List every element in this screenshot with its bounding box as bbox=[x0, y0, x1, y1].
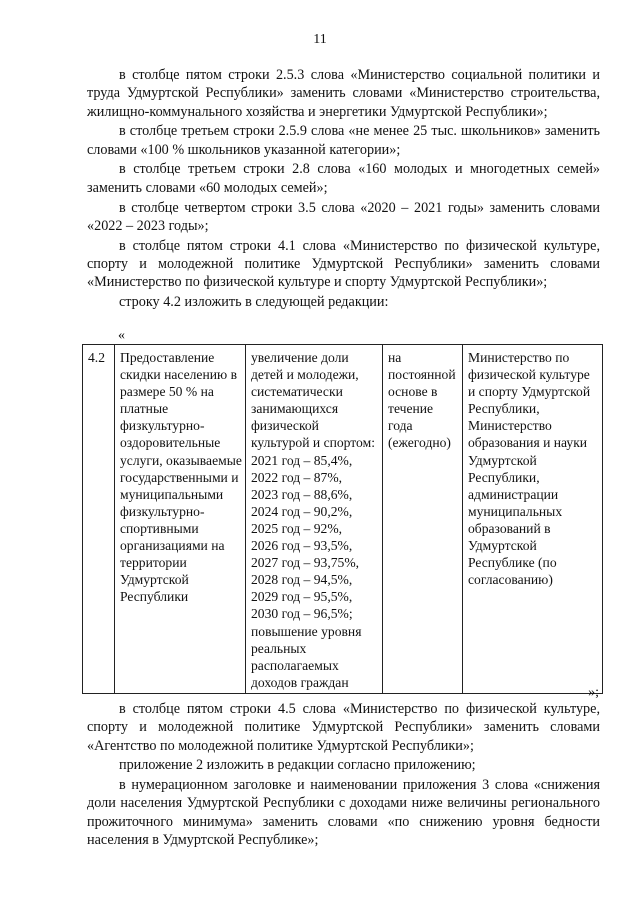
amendment-paragraph: строку 4.2 изложить в следующей редакции: bbox=[119, 294, 389, 311]
service-description: Предоставление скидки населению в размере 50 % на платные физкультурно-оздоровительные услуги, оказываемые государственными и муниципальными физкультурно-спортивными организациями на территории Удмуртской Республики bbox=[120, 350, 242, 605]
indicator-year: 2022 год – 87%, bbox=[251, 469, 343, 485]
indicator-year: 2030 год – 96,5%; bbox=[251, 606, 353, 622]
amendment-table bbox=[82, 344, 603, 694]
indicator-outro: повышение уровня реальных располагаемых доходов граждан bbox=[251, 623, 362, 690]
cell-service bbox=[115, 345, 246, 694]
amendment-paragraph: в столбце пятом строки 2.5.3 слова «Министерство социальной политики и труда Удмуртской Республики» заменить словами «Министерство строительства, жилищно-коммунального хозяйства и энергетики Удмуртской Республики»; bbox=[87, 67, 600, 120]
amendment-paragraph: в столбце третьем строки 2.8 слова «160 молодых и многодетных семей» заменить словами «60 молодых семей»; bbox=[87, 161, 600, 196]
indicator-year: 2028 год – 94,5%, bbox=[251, 572, 353, 588]
table-row bbox=[83, 345, 603, 694]
amendments-bottom bbox=[87, 700, 600, 851]
indicator-year: 2023 год – 88,6%, bbox=[251, 486, 353, 502]
term-text: на постоянной основе в течение года (ежегодно) bbox=[388, 350, 456, 451]
indicator-intro: увеличение доли детей и молодежи, систематически занимающихся физической культурой и спортом: bbox=[251, 350, 375, 451]
cell-term bbox=[383, 345, 463, 694]
cell-row-number bbox=[83, 345, 115, 694]
cell-executors bbox=[463, 345, 603, 694]
amendment-paragraph: в столбце пятом строки 4.5 слова «Министерство по физической культуре, спорту и молодежной политике Удмуртской Республики» заменить словами «Агентство по молодежной политике Удмуртской Республики»; bbox=[87, 701, 600, 754]
page-number: 11 bbox=[313, 32, 327, 47]
indicator-year: 2029 год – 95,5%, bbox=[251, 589, 353, 605]
amendment-paragraph: в нумерационном заголовке и наименовании приложения 3 слова «снижения доли населения Удмуртской Республики с доходами ниже величины регионального прожиточного минимума» заменить словами «по снижению уровня бедности населения в Удмуртской Республике»; bbox=[87, 777, 600, 849]
amendment-paragraph: в столбце четвертом строки 3.5 слова «2020 – 2021 годы» заменить словами «2022 – 2023 годы»; bbox=[87, 199, 600, 234]
indicator-year: 2021 год – 85,4%, bbox=[251, 452, 353, 468]
indicator-year: 2027 год – 93,75%, bbox=[251, 555, 360, 571]
amendment-paragraph: приложение 2 изложить в редакции согласно приложению; bbox=[119, 757, 476, 774]
opening-quote: « bbox=[118, 328, 125, 343]
indicator-year: 2025 год – 92%, bbox=[251, 520, 343, 536]
executors-text: Министерство по физической культуре и спорту Удмуртской Республики, Министерство образования и науки Удмуртской Республики, администрации муниципальных образований в Удмуртской Республике (по согласованию) bbox=[468, 350, 591, 588]
closing-quote: »; bbox=[588, 685, 599, 700]
row-number: 4.2 bbox=[88, 350, 105, 365]
amendment-paragraph: в столбце пятом строки 4.1 слова «Министерство по физической культуре, спорту и молодежной политике Удмуртской Республики» заменить словами «Министерство по физической культуре и спорту Удмуртской Республики»; bbox=[87, 237, 600, 291]
cell-indicator bbox=[246, 345, 383, 694]
amendments-top bbox=[87, 66, 600, 313]
indicator-year: 2026 год – 93,5%, bbox=[251, 538, 353, 554]
amendment-paragraph: в столбце третьем строки 2.5.9 слова «не менее 25 тыс. школьников» заменить словами «100 % школьников указанной категории»; bbox=[87, 123, 600, 158]
indicator-year: 2024 год – 90,2%, bbox=[251, 503, 353, 519]
